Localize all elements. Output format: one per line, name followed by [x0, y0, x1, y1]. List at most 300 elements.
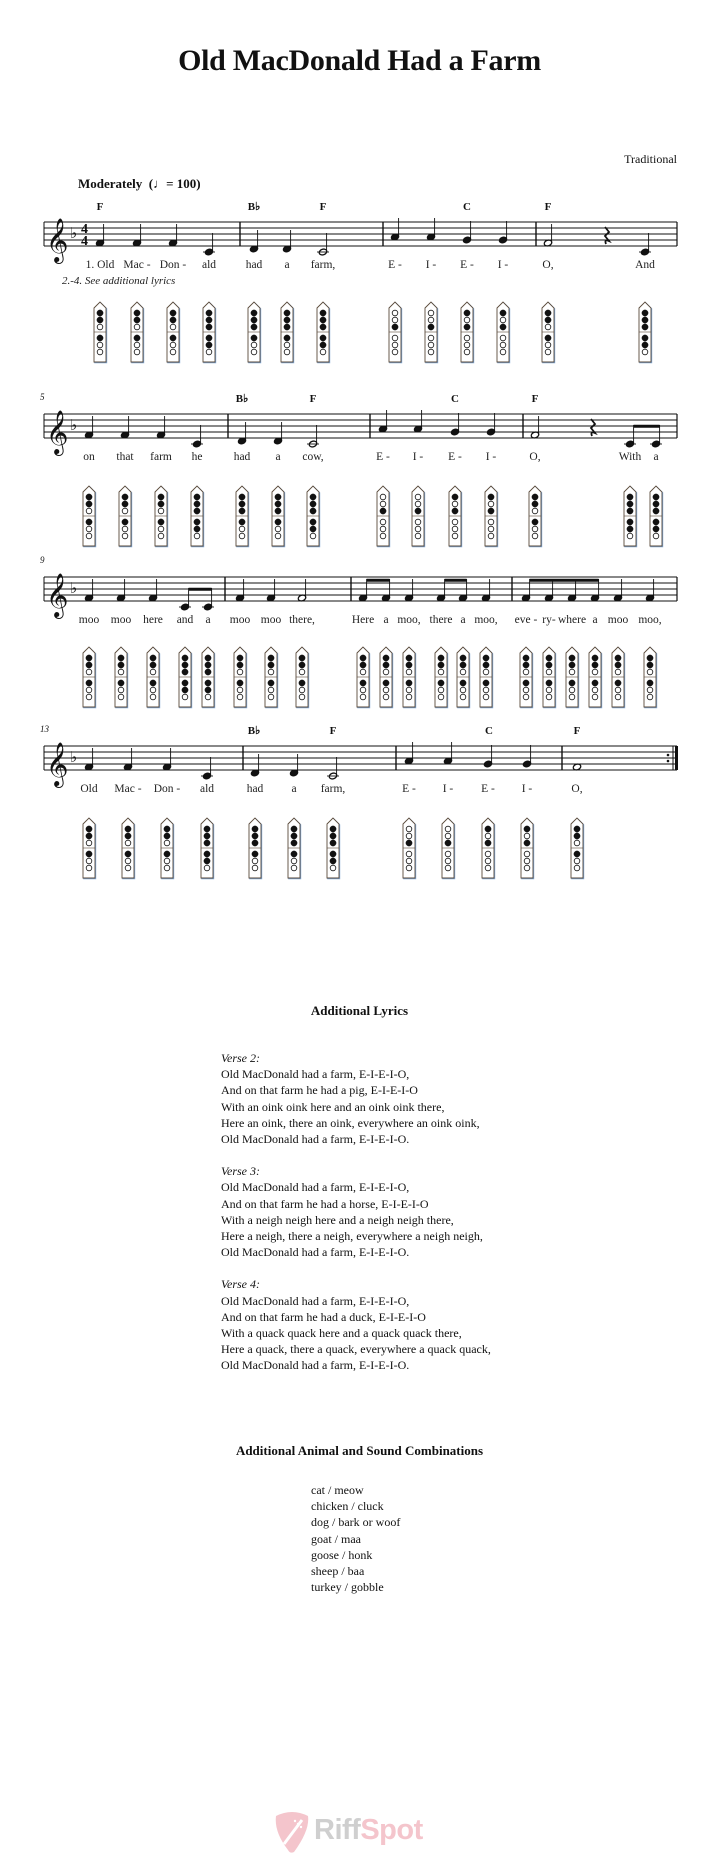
covered-hole — [460, 680, 466, 686]
open-hole — [406, 833, 412, 839]
open-hole — [546, 669, 552, 675]
covered-hole — [299, 662, 305, 668]
open-hole — [252, 865, 258, 871]
lyric-syllable: there, — [289, 614, 315, 626]
note — [404, 579, 413, 602]
note — [116, 579, 125, 602]
open-hole — [122, 533, 128, 539]
open-hole — [569, 669, 575, 675]
song-title: Old MacDonald Had a Farm — [178, 44, 541, 77]
chord-symbol: F — [96, 201, 104, 213]
covered-hole — [546, 662, 552, 668]
open-hole — [460, 694, 466, 700]
covered-hole — [206, 335, 212, 341]
covered-hole — [204, 840, 210, 846]
lyric-line: Old MacDonald had a farm, E-I-E-I-O, — [221, 1067, 410, 1082]
tin-whistle-fingering-chart — [147, 647, 160, 708]
time-signature-bottom: 4 — [81, 234, 88, 249]
covered-hole — [330, 833, 336, 839]
open-hole — [428, 310, 434, 316]
covered-hole — [574, 833, 580, 839]
tin-whistle-fingering-chart — [461, 302, 474, 363]
tin-whistle-fingering-chart — [497, 302, 510, 363]
covered-hole — [500, 324, 506, 330]
treble-clef-icon: 𝄞 — [46, 742, 69, 786]
covered-hole — [118, 662, 124, 668]
covered-hole — [485, 826, 491, 832]
tempo-bpm: = 100 — [166, 176, 197, 191]
lyric-syllable: Here — [351, 614, 375, 626]
open-hole — [524, 851, 530, 857]
flat-key-signature-icon: ♭ — [70, 748, 78, 766]
open-hole — [150, 694, 156, 700]
open-hole — [118, 694, 124, 700]
tin-whistle-fingering-chart — [442, 818, 455, 879]
animal-combination-item: cat / meow — [311, 1483, 364, 1497]
covered-hole — [523, 662, 529, 668]
open-hole — [445, 851, 451, 857]
lyric-syllable: I - — [412, 451, 424, 463]
open-hole — [268, 669, 274, 675]
open-hole — [532, 526, 538, 532]
open-hole — [204, 865, 210, 871]
tin-whistle-fingering-chart — [571, 818, 584, 879]
covered-hole — [488, 508, 494, 514]
covered-hole — [320, 317, 326, 323]
open-hole — [392, 349, 398, 355]
lyric-syllable: moo — [229, 614, 251, 626]
guitar-pick-logo-icon — [272, 1810, 312, 1854]
open-hole — [310, 533, 316, 539]
tin-whistle-fingering-chart — [377, 486, 390, 547]
lyric-syllable: a — [460, 614, 466, 626]
open-hole — [392, 342, 398, 348]
open-hole — [488, 533, 494, 539]
lyric-line: Old MacDonald had a farm, E-I-E-I-O. — [221, 1245, 410, 1260]
lyric-syllable: here — [143, 614, 163, 626]
covered-hole — [642, 342, 648, 348]
open-hole — [524, 865, 530, 871]
lyric-syllable: E - — [376, 451, 390, 463]
note — [202, 588, 214, 611]
open-hole — [406, 694, 412, 700]
covered-hole — [251, 317, 257, 323]
covered-hole — [182, 687, 188, 693]
open-hole — [574, 840, 580, 846]
covered-hole — [291, 851, 297, 857]
note — [282, 230, 291, 253]
note — [123, 748, 132, 771]
note — [201, 757, 213, 780]
covered-hole — [86, 833, 92, 839]
open-hole — [392, 335, 398, 341]
tin-whistle-fingering-chart — [94, 302, 107, 363]
note — [148, 579, 157, 602]
note — [95, 224, 104, 247]
final-repeat-barline — [675, 746, 678, 770]
covered-hole — [125, 851, 131, 857]
open-hole — [86, 694, 92, 700]
tin-whistle-fingering-chart — [122, 818, 135, 879]
flat-key-signature-icon: ♭ — [70, 224, 78, 242]
covered-hole — [569, 662, 575, 668]
covered-hole — [284, 317, 290, 323]
open-hole — [485, 865, 491, 871]
tin-whistle-fingering-chart — [412, 486, 425, 547]
covered-hole — [268, 680, 274, 686]
open-hole — [500, 335, 506, 341]
tin-whistle-fingering-chart — [566, 647, 579, 708]
note — [273, 422, 282, 445]
covered-hole — [415, 508, 421, 514]
covered-hole — [452, 508, 458, 514]
covered-hole — [97, 317, 103, 323]
open-hole — [299, 694, 305, 700]
open-hole — [118, 669, 124, 675]
open-hole — [464, 317, 470, 323]
covered-hole — [86, 655, 92, 661]
open-hole — [86, 533, 92, 539]
verse-label: Verse 2: — [221, 1051, 260, 1065]
open-hole — [546, 687, 552, 693]
open-hole — [170, 349, 176, 355]
open-hole — [574, 858, 580, 864]
covered-hole — [360, 655, 366, 661]
open-hole — [158, 526, 164, 532]
covered-hole — [205, 655, 211, 661]
covered-hole — [545, 317, 551, 323]
note — [381, 579, 390, 602]
open-hole — [268, 687, 274, 693]
open-hole — [627, 533, 633, 539]
lyric-syllable: a — [291, 783, 297, 795]
lyric-syllable: I - — [485, 451, 497, 463]
lyric-syllable: a — [205, 614, 211, 626]
covered-hole — [406, 680, 412, 686]
covered-hole — [653, 501, 659, 507]
covered-hole — [150, 662, 156, 668]
note — [522, 745, 531, 768]
lyric-syllable: eve - — [514, 614, 538, 626]
staff-system-2 — [40, 392, 677, 547]
lyric-syllable: E - — [481, 783, 495, 795]
covered-hole — [291, 833, 297, 839]
open-hole — [125, 858, 131, 864]
open-hole — [545, 349, 551, 355]
covered-hole — [615, 655, 621, 661]
tin-whistle-fingering-chart — [425, 302, 438, 363]
chord-symbol: F — [319, 201, 327, 213]
tin-whistle-fingering-chart — [457, 647, 470, 708]
covered-hole — [310, 508, 316, 514]
tin-whistle-fingering-chart — [307, 486, 320, 547]
additional-lyrics-verses — [221, 1050, 491, 1390]
verse-3 — [221, 1163, 491, 1260]
open-hole — [500, 349, 506, 355]
lyric-syllable: a — [592, 614, 598, 626]
open-hole — [170, 342, 176, 348]
open-hole — [118, 687, 124, 693]
open-hole — [460, 669, 466, 675]
note — [235, 579, 244, 602]
note — [84, 748, 93, 771]
lyric-syllable: I - — [425, 259, 437, 271]
note — [486, 413, 495, 436]
covered-hole — [360, 662, 366, 668]
covered-hole — [164, 826, 170, 832]
lyric-syllable: O, — [542, 259, 554, 271]
note — [590, 579, 599, 602]
covered-hole — [239, 494, 245, 500]
covered-hole — [86, 519, 92, 525]
note — [156, 416, 165, 439]
covered-hole — [627, 508, 633, 514]
open-hole — [383, 694, 389, 700]
covered-hole — [310, 494, 316, 500]
covered-hole — [118, 680, 124, 686]
note — [624, 425, 636, 448]
tin-whistle-fingering-chart — [131, 302, 144, 363]
tin-whistle-fingering-chart — [357, 647, 370, 708]
covered-hole — [330, 858, 336, 864]
open-hole — [415, 526, 421, 532]
tin-whistle-fingering-chart — [650, 486, 663, 547]
open-hole — [438, 669, 444, 675]
note — [120, 416, 129, 439]
covered-hole — [574, 851, 580, 857]
open-hole — [523, 687, 529, 693]
open-hole — [299, 687, 305, 693]
open-hole — [452, 501, 458, 507]
tin-whistle-fingering-chart — [317, 302, 330, 363]
note — [521, 579, 530, 602]
covered-hole — [164, 851, 170, 857]
covered-hole — [150, 655, 156, 661]
open-hole — [523, 669, 529, 675]
open-hole — [275, 533, 281, 539]
riffspot-watermark — [272, 1810, 452, 1852]
open-hole — [122, 508, 128, 514]
open-hole — [97, 349, 103, 355]
lyric-line: And on that farm he had a pig, E-I-E-I-O — [221, 1083, 418, 1098]
lyric-syllable: moo, — [397, 614, 421, 626]
chord-symbol: F — [309, 393, 317, 405]
tin-whistle-fingering-chart — [644, 647, 657, 708]
covered-hole — [574, 826, 580, 832]
lyric-syllable: Don - — [153, 783, 181, 795]
covered-hole — [438, 662, 444, 668]
open-hole — [647, 669, 653, 675]
open-hole — [360, 694, 366, 700]
covered-hole — [653, 494, 659, 500]
open-hole — [86, 840, 92, 846]
open-hole — [406, 669, 412, 675]
covered-hole — [647, 662, 653, 668]
covered-hole — [546, 680, 552, 686]
lyric-syllable: I - — [521, 783, 533, 795]
covered-hole — [291, 826, 297, 832]
covered-hole — [291, 840, 297, 846]
open-hole — [569, 694, 575, 700]
measure-number: 13 — [40, 724, 49, 734]
tin-whistle-fingering-chart — [265, 647, 278, 708]
lyric-line: With a neigh neigh here and a neigh neigh there, — [221, 1212, 454, 1227]
covered-hole — [134, 310, 140, 316]
lyric-line: Old MacDonald had a farm, E-I-E-I-O, — [221, 1293, 410, 1308]
open-hole — [532, 508, 538, 514]
tin-whistle-fingering-chart — [389, 302, 402, 363]
covered-hole — [194, 519, 200, 525]
covered-hole — [642, 317, 648, 323]
lyric-line: Here an oink, there an oink, everywhere an oink oink, — [221, 1115, 480, 1130]
open-hole — [134, 349, 140, 355]
open-hole — [239, 526, 245, 532]
tin-whistle-fingering-chart — [639, 302, 652, 363]
covered-hole — [205, 669, 211, 675]
open-hole — [592, 687, 598, 693]
covered-hole — [320, 324, 326, 330]
treble-clef-icon: 𝄞 — [46, 573, 69, 617]
covered-hole — [194, 494, 200, 500]
lyric-line: Here a quack, there a quack, everywhere a quack quack, — [221, 1342, 491, 1357]
open-hole — [383, 669, 389, 675]
open-hole — [392, 310, 398, 316]
staff-system-3 — [40, 555, 677, 708]
note — [436, 579, 445, 602]
note — [289, 754, 298, 777]
covered-hole — [545, 310, 551, 316]
tempo-label: Moderately — [78, 176, 143, 191]
open-hole — [574, 865, 580, 871]
covered-hole — [284, 310, 290, 316]
lyric-syllable: a — [383, 614, 389, 626]
verse-2 — [221, 1050, 491, 1147]
open-hole — [206, 349, 212, 355]
note — [378, 410, 387, 433]
treble-clef-icon: 𝄞 — [46, 218, 69, 262]
lyric-syllable: farm — [150, 451, 172, 463]
covered-hole — [205, 680, 211, 686]
lyric-syllable: on — [83, 451, 95, 463]
note — [84, 416, 93, 439]
time-signature-top: 4 — [81, 222, 88, 237]
covered-hole — [118, 655, 124, 661]
open-hole — [445, 858, 451, 864]
open-hole — [615, 694, 621, 700]
covered-hole — [464, 324, 470, 330]
note — [297, 579, 306, 602]
covered-hole — [251, 310, 257, 316]
lyric-syllable: With — [618, 451, 642, 463]
covered-hole — [205, 687, 211, 693]
covered-hole — [524, 826, 530, 832]
note — [307, 425, 319, 448]
covered-hole — [206, 310, 212, 316]
animal-combination-item: chicken / cluck — [311, 1499, 384, 1514]
lyric-syllable: O, — [529, 451, 541, 463]
note — [530, 416, 539, 439]
covered-hole — [122, 519, 128, 525]
open-hole — [532, 533, 538, 539]
chord-symbol: B♭ — [235, 393, 249, 405]
open-hole — [406, 826, 412, 832]
covered-hole — [383, 662, 389, 668]
lyric-syllable: that — [116, 451, 134, 463]
covered-hole — [275, 501, 281, 507]
chord-symbol: F — [531, 393, 539, 405]
tin-whistle-fingering-chart — [167, 302, 180, 363]
lyric-syllable: O, — [571, 783, 583, 795]
covered-hole — [452, 494, 458, 500]
covered-hole — [383, 680, 389, 686]
tin-whistle-fingering-chart — [542, 302, 555, 363]
open-hole — [251, 342, 257, 348]
covered-hole — [275, 508, 281, 514]
open-hole — [320, 349, 326, 355]
animal-combination-item: goose / honk — [311, 1547, 373, 1562]
tin-whistle-fingering-chart — [249, 818, 262, 879]
covered-hole — [284, 335, 290, 341]
note — [443, 742, 452, 765]
covered-hole — [592, 680, 598, 686]
open-hole — [569, 687, 575, 693]
open-hole — [284, 349, 290, 355]
open-hole — [380, 494, 386, 500]
chord-symbol: C — [463, 201, 471, 213]
note — [317, 233, 329, 256]
covered-hole — [428, 324, 434, 330]
lyric-syllable: ald — [201, 259, 217, 271]
open-hole — [524, 858, 530, 864]
covered-hole — [483, 662, 489, 668]
covered-hole — [237, 655, 243, 661]
note — [645, 579, 654, 602]
covered-hole — [122, 501, 128, 507]
see-additional-lyrics-note: 2.-4. See additional lyrics — [62, 275, 176, 287]
note — [179, 588, 191, 611]
covered-hole — [647, 655, 653, 661]
lyric-syllable: moo — [607, 614, 629, 626]
lyric-syllable: E - — [388, 259, 402, 271]
covered-hole — [237, 662, 243, 668]
tin-whistle-fingering-chart — [83, 818, 96, 879]
note — [404, 742, 413, 765]
tin-whistle-fingering-chart — [288, 818, 301, 879]
note — [237, 422, 246, 445]
covered-hole — [330, 826, 336, 832]
tin-whistle-fingering-chart — [281, 302, 294, 363]
open-hole — [592, 669, 598, 675]
covered-hole — [380, 508, 386, 514]
covered-hole — [532, 501, 538, 507]
lyric-syllable: I - — [497, 259, 509, 271]
covered-hole — [252, 840, 258, 846]
covered-hole — [182, 680, 188, 686]
covered-hole — [500, 310, 506, 316]
lyric-syllable: Mac - — [114, 783, 142, 795]
lyric-syllable: E - — [402, 783, 416, 795]
open-hole — [194, 533, 200, 539]
covered-hole — [86, 662, 92, 668]
lyric-syllable: had — [245, 259, 263, 271]
covered-hole — [483, 655, 489, 661]
note — [462, 221, 471, 244]
note — [250, 754, 259, 777]
open-hole — [483, 687, 489, 693]
note — [544, 579, 553, 602]
open-hole — [150, 669, 156, 675]
treble-clef-icon: 𝄞 — [46, 410, 69, 454]
